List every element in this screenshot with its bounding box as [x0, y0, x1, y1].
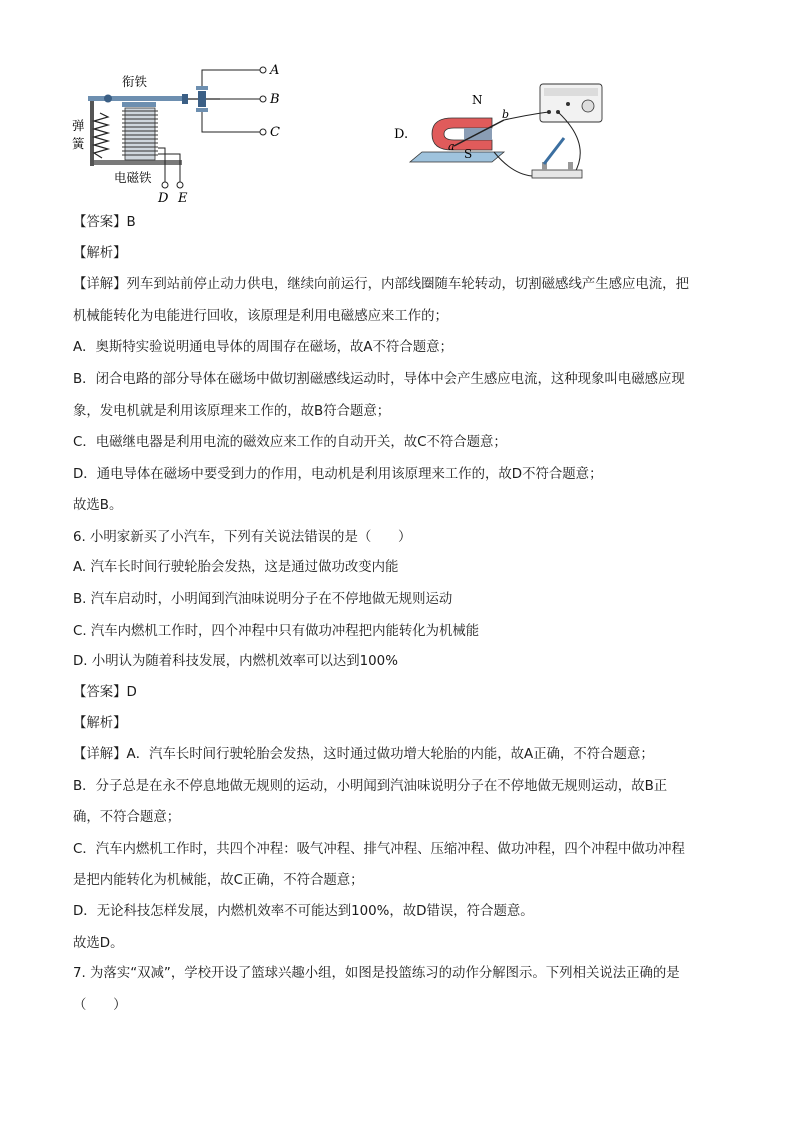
electromagnet-label: 电磁铁	[114, 170, 152, 185]
text-line: C．电磁继电器是利用电流的磁效应来工作的自动开关，故C不符合题意；	[73, 435, 507, 450]
armature-label: 衔铁	[122, 74, 148, 89]
text-line: 【解析】	[73, 246, 127, 261]
terminal-e-label: E	[178, 191, 188, 206]
point-a-label: a	[448, 140, 455, 153]
terminal-d-label: D	[158, 191, 169, 206]
text-line: 【详解】列车到站前停止动力供电，继续向前运行，内部线圈随车轮转动，切割磁感线产生感应电流，把	[73, 277, 689, 292]
text-line: A．奥斯特实验说明通电导体的周围存在磁场，故A不符合题意；	[73, 340, 453, 355]
option-d-label: D.	[394, 127, 409, 142]
text-line: D. 小明认为随着科技发展，内燃机效率可以达到100%	[73, 654, 398, 669]
text-line: 机械能转化为电能进行回收，该原理是利用电磁感应来工作的；	[73, 309, 448, 324]
spring-label-2: 簧	[72, 136, 85, 151]
text-line: 6. 小明家新买了小汽车，下列有关说法错误的是（ ）	[73, 530, 412, 545]
text-line: 【答案】B	[73, 215, 136, 230]
induction-diagram	[392, 74, 612, 192]
text-line: B．分子总是在永不停息地做无规则的运动，小明闻到汽油味说明分子在不停地做无规则运动，故B正	[73, 779, 668, 794]
pole-n-label: N	[472, 93, 483, 107]
text-line: D．通电导体在磁场中要受到力的作用，电动机是利用该原理来工作的，故D不符合题意；	[73, 467, 603, 482]
text-line: B. 汽车启动时，小明闻到汽油味说明分子在不停地做无规则运动	[73, 592, 453, 607]
relay-diagram	[70, 58, 290, 208]
terminal-a-label: A	[270, 63, 280, 78]
text-line: （ ）	[73, 998, 127, 1013]
text-line: A. 汽车长时间行驶轮胎会发热，这是通过做功改变内能	[73, 560, 399, 575]
text-line: 故选B。	[73, 498, 123, 513]
text-line: 【答案】D	[73, 685, 137, 700]
text-line: 7. 为落实“双减”，学校开设了篮球兴趣小组，如图是投篮练习的动作分解图示。下列相关说法正确的是	[73, 966, 680, 981]
text-line: 象，发电机就是利用该原理来工作的，故B符合题意；	[73, 404, 391, 419]
text-line: C. 汽车内燃机工作时，四个冲程中只有做功冲程把内能转化为机械能	[73, 624, 480, 639]
point-b-label: b	[502, 108, 510, 121]
text-line: 【详解】A．汽车长时间行驶轮胎会发热，这时通过做功增大轮胎的内能，故A正确，不符合题意；	[73, 747, 654, 762]
spring-label-1: 弹	[72, 118, 85, 133]
text-line: C．汽车内燃机工作时，共四个冲程：吸气冲程、排气冲程、压缩冲程、做功冲程，四个冲程中做功冲程	[73, 842, 685, 857]
terminal-b-label: B	[270, 92, 280, 107]
text-line: D．无论科技怎样发展，内燃机效率不可能达到100%，故D错误，符合题意。	[73, 904, 534, 919]
text-line: 是把内能转化为机械能，故C正确，不符合题意；	[73, 873, 364, 888]
text-line: 故选D。	[73, 936, 124, 951]
text-line: B．闭合电路的部分导体在磁场中做切割磁感线运动时，导体中会产生感应电流，这种现象叫电磁感应现	[73, 372, 685, 387]
pole-s-label: S	[464, 147, 473, 161]
terminal-c-label: C	[270, 125, 280, 140]
text-line: 确，不符合题意；	[73, 810, 181, 825]
text-line: 【解析】	[73, 716, 127, 731]
